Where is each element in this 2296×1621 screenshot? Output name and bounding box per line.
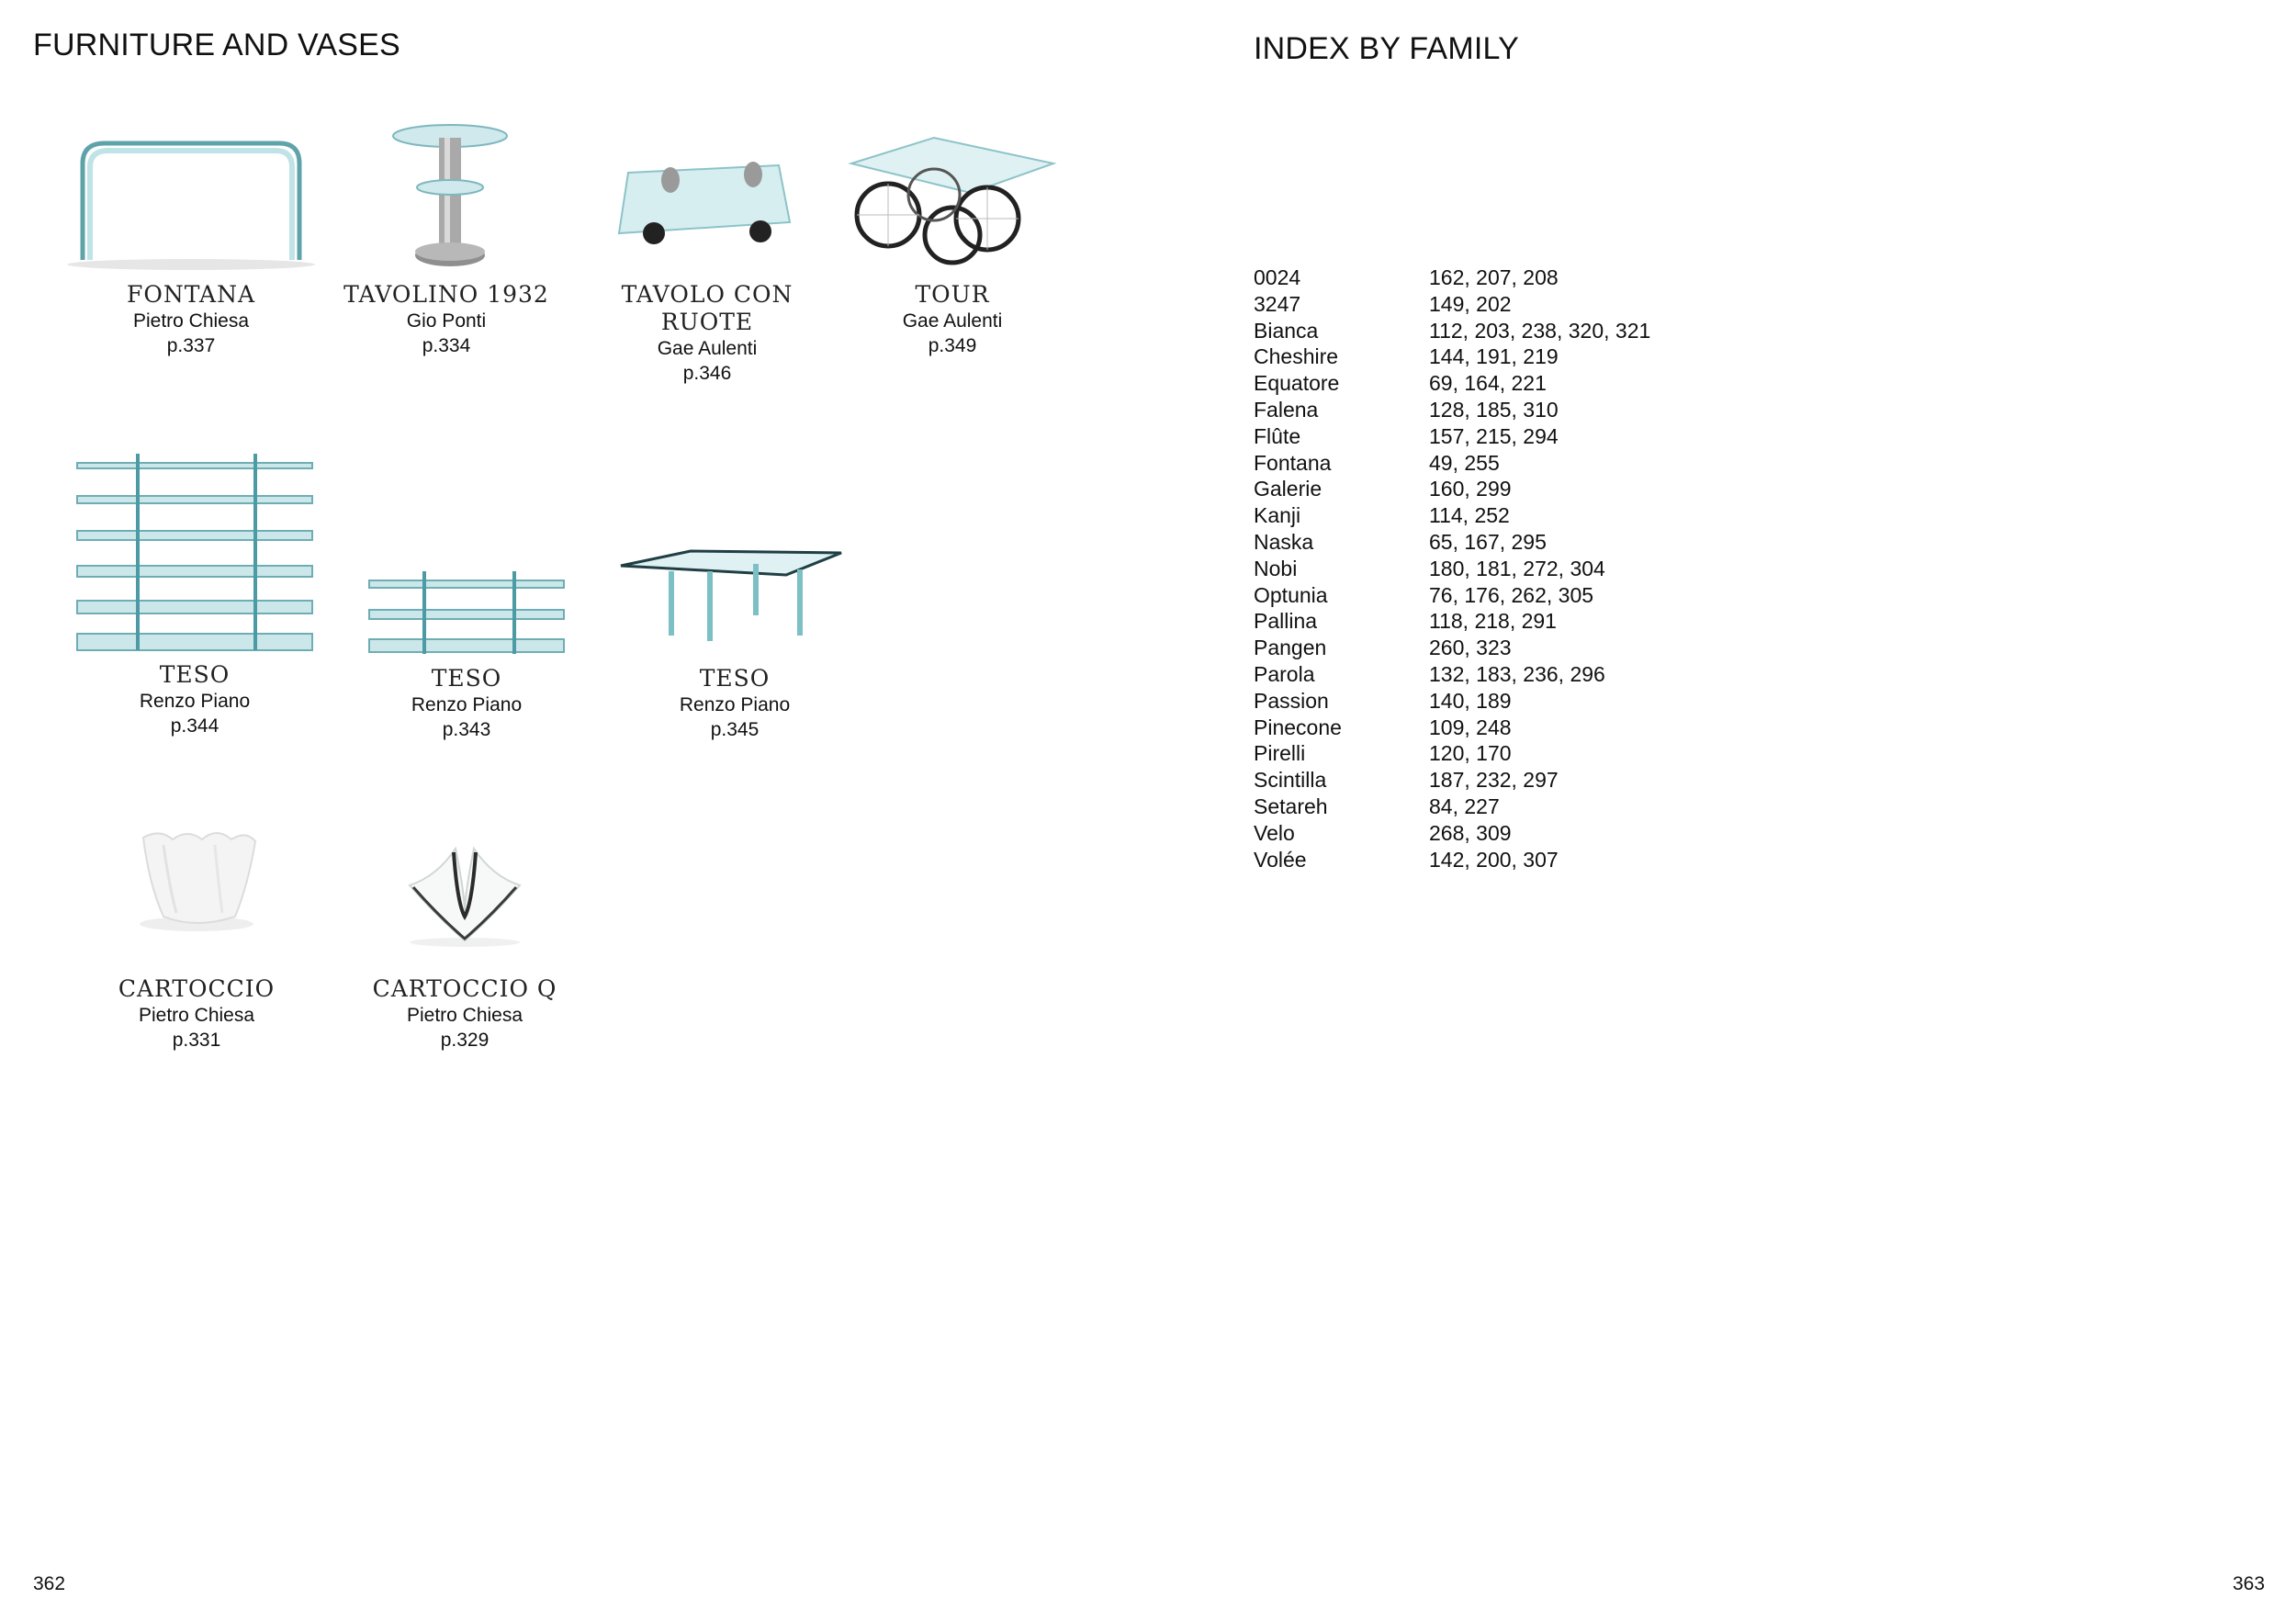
product-designer: Gae Aulenti (657, 338, 758, 359)
index-pages: 160, 299 (1429, 477, 1512, 501)
product-designer: Renzo Piano (411, 694, 523, 715)
index-family: Naska (1254, 529, 1314, 554)
product-card-cartoccio[interactable] (68, 821, 325, 1053)
index-family: Equatore (1254, 371, 1340, 396)
product-card-teso-low[interactable] (338, 450, 595, 742)
index-row[interactable] (1254, 343, 1650, 370)
index-row[interactable] (1254, 608, 1650, 635)
index-row[interactable] (1254, 450, 1650, 477)
index-pages: 84, 227 (1429, 794, 1500, 818)
index-pages: 157, 215, 294 (1429, 423, 1559, 448)
product-name: TAVOLINO 1932 (343, 281, 549, 308)
product-page-ref: p.343 (442, 719, 491, 740)
product-name: TOUR (915, 281, 990, 308)
folded-vase-photo (336, 821, 593, 968)
page-number-right: 363 (2233, 1573, 2266, 1594)
page-number-left: 362 (33, 1573, 66, 1594)
index-family: Pinecone (1254, 715, 1342, 739)
wavy-vase-photo (68, 821, 325, 968)
index-family: Pirelli (1254, 741, 1306, 766)
index-family: Passion (1254, 688, 1329, 713)
product-name: CARTOCCIO (118, 975, 276, 1002)
index-family: Galerie (1254, 477, 1322, 501)
product-designer: Pietro Chiesa (132, 310, 250, 332)
index-row[interactable] (1254, 820, 1650, 847)
index-row[interactable] (1254, 582, 1650, 609)
index-pages: 162, 207, 208 (1429, 265, 1559, 289)
index-row[interactable] (1254, 502, 1650, 529)
index-family: Pallina (1254, 609, 1318, 634)
product-page-ref: p.349 (928, 335, 977, 356)
low-glass-bookcase-photo (338, 450, 595, 658)
index-pages: 268, 309 (1429, 820, 1512, 845)
product-card-teso-table[interactable] (606, 450, 863, 742)
index-family: Setareh (1254, 794, 1328, 818)
product-page-ref: p.346 (682, 363, 732, 384)
index-pages: 128, 185, 310 (1429, 397, 1559, 422)
product-name: CARTOCCIO Q (372, 975, 557, 1002)
index-family: Optunia (1254, 582, 1328, 607)
product-designer: Renzo Piano (679, 694, 791, 715)
index-family: 3247 (1254, 291, 1301, 316)
index-pages: 76, 176, 262, 305 (1429, 582, 1594, 607)
glass-table-photo (606, 450, 863, 658)
index-row[interactable] (1254, 767, 1650, 794)
index-row[interactable] (1254, 794, 1650, 820)
product-page-ref: p.344 (170, 715, 219, 737)
product-page-ref: p.345 (710, 719, 760, 740)
index-row[interactable] (1254, 370, 1650, 397)
section-title-furniture: FURNITURE AND VASES (33, 28, 400, 62)
index-pages: 260, 323 (1429, 636, 1512, 660)
index-pages: 112, 203, 238, 320, 321 (1429, 318, 1651, 343)
index-family: 0024 (1254, 265, 1301, 289)
product-designer: Pietro Chiesa (406, 1005, 523, 1026)
product-page-ref: p.337 (166, 335, 216, 356)
product-designer: Gio Ponti (406, 310, 487, 332)
index-family: Scintilla (1254, 768, 1327, 793)
index-family: Volée (1254, 847, 1307, 872)
product-name: FONTANA (126, 281, 255, 308)
index-pages: 120, 170 (1429, 741, 1512, 766)
product-page-ref: p.334 (422, 335, 471, 356)
product-name: TESO (159, 661, 231, 688)
index-row[interactable] (1254, 476, 1650, 502)
product-card-fontana[interactable] (62, 118, 320, 358)
product-card-tavolino-1932[interactable] (318, 118, 575, 358)
index-pages: 109, 248 (1429, 715, 1512, 739)
glass-bench-photo (62, 118, 320, 274)
index-pages: 140, 189 (1429, 688, 1512, 713)
index-row[interactable] (1254, 661, 1650, 688)
product-name: TESO (431, 665, 502, 692)
product-name: TAVOLO CON RUOTE (621, 281, 793, 335)
product-page-ref: p.331 (172, 1030, 221, 1051)
product-card-teso-tall[interactable] (66, 450, 323, 738)
product-card-cartoccio-q[interactable] (336, 821, 593, 1053)
coffee-table-on-wheels-photo (579, 118, 836, 274)
product-card-tavolo-con-ruote[interactable] (579, 118, 836, 386)
index-pages: 180, 181, 272, 304 (1429, 556, 1605, 580)
product-designer: Gae Aulenti (902, 310, 1003, 332)
index-family: Bianca (1254, 318, 1319, 343)
index-row[interactable] (1254, 291, 1650, 318)
index-pages: 65, 167, 295 (1429, 529, 1547, 554)
index-family: Pangen (1254, 636, 1327, 660)
index-row[interactable] (1254, 529, 1650, 556)
index-row[interactable] (1254, 847, 1650, 873)
index-pages: 144, 191, 219 (1429, 344, 1559, 369)
index-pages: 142, 200, 307 (1429, 847, 1559, 872)
index-family: Kanji (1254, 503, 1301, 528)
product-card-tour[interactable] (824, 118, 1081, 358)
index-family: Cheshire (1254, 344, 1339, 369)
index-row[interactable] (1254, 556, 1650, 582)
bicycle-wheel-table-photo (824, 118, 1081, 274)
index-pages: 132, 183, 236, 296 (1429, 661, 1605, 686)
index-row[interactable] (1254, 688, 1650, 715)
product-page-ref: p.329 (440, 1030, 490, 1051)
index-pages: 69, 164, 221 (1429, 371, 1547, 396)
product-designer: Pietro Chiesa (138, 1005, 255, 1026)
product-designer: Renzo Piano (139, 691, 251, 712)
index-family: Nobi (1254, 556, 1298, 580)
section-title-index: INDEX BY FAMILY (1254, 31, 1519, 66)
index-family: Velo (1254, 820, 1295, 845)
index-family: Flûte (1254, 423, 1301, 448)
index-row[interactable] (1254, 318, 1650, 344)
round-side-table-photo (318, 118, 575, 274)
index-family: Falena (1254, 397, 1319, 422)
index-row[interactable] (1254, 265, 1650, 291)
index-pages: 118, 218, 291 (1429, 609, 1557, 634)
tall-glass-bookcase-photo (66, 450, 323, 654)
index-family: Parola (1254, 661, 1315, 686)
index-pages: 149, 202 (1429, 291, 1512, 316)
product-name: TESO (699, 665, 771, 692)
index-pages: 187, 232, 297 (1429, 768, 1559, 793)
index-pages: 114, 252 (1429, 503, 1510, 528)
index-row[interactable] (1254, 397, 1650, 423)
index-pages: 49, 255 (1429, 450, 1500, 475)
index-family: Fontana (1254, 450, 1332, 475)
index-row[interactable] (1254, 423, 1650, 450)
index-row[interactable] (1254, 740, 1650, 767)
index-row[interactable] (1254, 635, 1650, 661)
index-row[interactable] (1254, 715, 1650, 741)
family-index-list (1254, 265, 1650, 872)
